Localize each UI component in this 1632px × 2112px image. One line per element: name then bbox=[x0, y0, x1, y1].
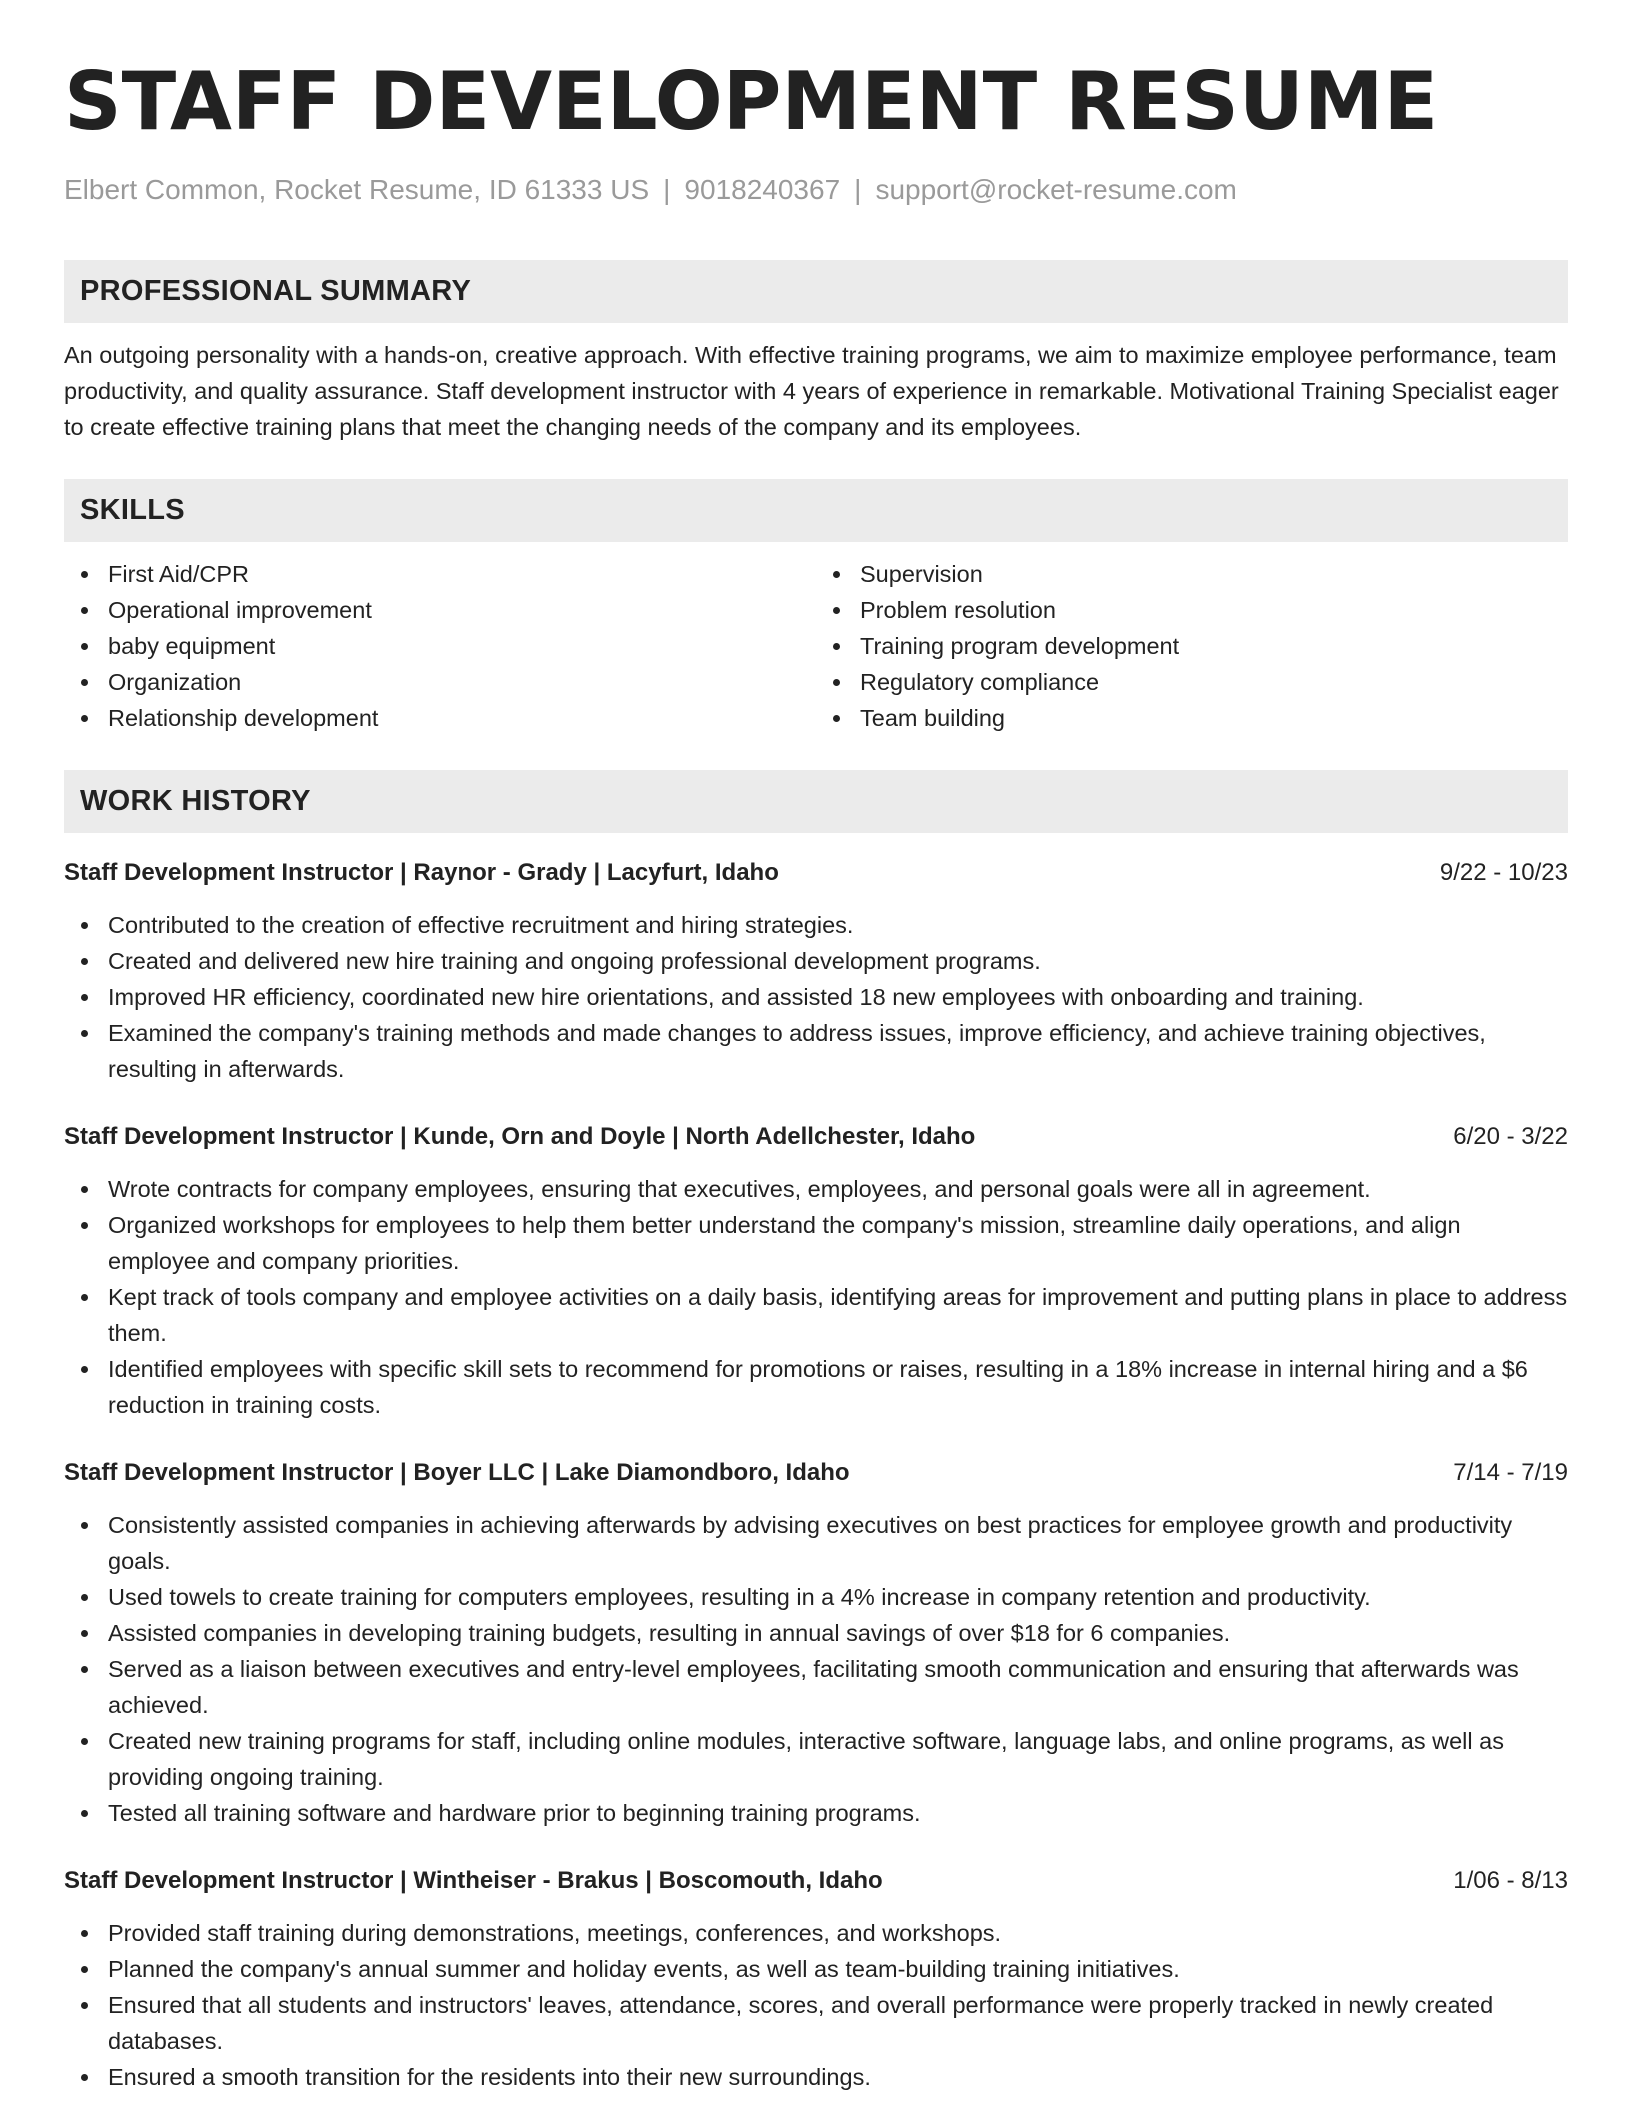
job-entry bbox=[64, 1863, 1568, 2095]
job-bullet: Served as a liaison between executives and entry-level employees, facilitating smooth communication and ensuring that afterwards was achieved. bbox=[64, 1651, 1568, 1723]
job-bullet: Tested all training software and hardware prior to beginning training programs. bbox=[64, 1795, 1568, 1831]
job-bullet: Ensured that all students and instructors' leaves, attendance, scores, and overall performance were properly tracked in newly created databases. bbox=[64, 1987, 1568, 2059]
skill-item: Problem resolution bbox=[816, 592, 1568, 628]
job-bullets bbox=[64, 1915, 1568, 2095]
job-entry bbox=[64, 1119, 1568, 1423]
skill-item: Training program development bbox=[816, 628, 1568, 664]
job-title: Staff Development Instructor | Raynor - Grady | Lacyfurt, Idaho bbox=[64, 859, 779, 886]
job-bullet: Assisted companies in developing training budgets, resulting in annual savings of over $18 for 6 companies. bbox=[64, 1615, 1568, 1651]
job-bullet: Ensured a smooth transition for the residents into their new surroundings. bbox=[64, 2059, 1568, 2095]
job-header bbox=[64, 855, 1568, 891]
skill-item: Team building bbox=[816, 700, 1568, 736]
work-history-heading: WORK HISTORY bbox=[64, 770, 1568, 833]
job-bullet: Created new training programs for staff, including online modules, interactive software, language labs, and online programs, as well as providing ongoing training. bbox=[64, 1723, 1568, 1795]
skill-item: Relationship development bbox=[64, 700, 816, 736]
job-bullets bbox=[64, 907, 1568, 1087]
summary-text: An outgoing personality with a hands-on, creative approach. With effective training programs, we aim to maximize employee performance, team productivity, and quality assurance. Staff development instructor with 4 years of experience in remarkable. Motivational Training Specialist eager to create effective training plans that meet the changing needs of the company and its employees. bbox=[64, 342, 1559, 440]
job-bullet: Provided staff training during demonstrations, meetings, conferences, and workshops. bbox=[64, 1915, 1568, 1951]
job-bullet: Organized workshops for employees to help them better understand the company's mission, streamline daily operations, and align employee and company priorities. bbox=[64, 1207, 1568, 1279]
job-dates: 1/06 - 8/13 bbox=[1453, 1867, 1568, 1894]
resume-title: STAFF DEVELOPMENT RESUME bbox=[64, 55, 1439, 148]
skill-item: baby equipment bbox=[64, 628, 816, 664]
job-bullets bbox=[64, 1171, 1568, 1423]
contact-line bbox=[64, 172, 1568, 208]
contact-address: Elbert Common, Rocket Resume, ID 61333 US bbox=[64, 174, 650, 205]
contact-separator: | bbox=[854, 174, 862, 205]
contact-phone: 9018240367 bbox=[684, 174, 841, 205]
job-title: Staff Development Instructor | Kunde, Orn and Doyle | North Adellchester, Idaho bbox=[64, 1123, 976, 1150]
job-entry bbox=[64, 855, 1568, 1087]
job-header bbox=[64, 1455, 1568, 1491]
job-header bbox=[64, 1863, 1568, 1899]
job-bullet: Created and delivered new hire training and ongoing professional development programs. bbox=[64, 943, 1568, 979]
skills-column-left bbox=[64, 556, 816, 736]
job-bullet: Identified employees with specific skill sets to recommend for promotions or raises, resulting in a 18% increase in internal hiring and a $6 reduction in training costs. bbox=[64, 1351, 1568, 1423]
job-bullet: Kept track of tools company and employee activities on a daily basis, identifying areas for improvement and putting plans in place to address them. bbox=[64, 1279, 1568, 1351]
contact-email[interactable]: support@rocket-resume.com bbox=[875, 174, 1237, 205]
skill-item: First Aid/CPR bbox=[64, 556, 816, 592]
skill-item: Supervision bbox=[816, 556, 1568, 592]
summary-heading: PROFESSIONAL SUMMARY bbox=[64, 260, 1568, 323]
contact-separator: | bbox=[663, 174, 671, 205]
job-bullet: Planned the company's annual summer and holiday events, as well as team-building training initiatives. bbox=[64, 1951, 1568, 1987]
job-bullet: Examined the company's training methods and made changes to address issues, improve efficiency, and achieve training objectives, resulting in afterwards. bbox=[64, 1015, 1568, 1087]
job-bullet: Improved HR efficiency, coordinated new hire orientations, and assisted 18 new employees with onboarding and training. bbox=[64, 979, 1568, 1015]
skills-heading: SKILLS bbox=[64, 479, 1568, 542]
skill-item: Operational improvement bbox=[64, 592, 816, 628]
job-title: Staff Development Instructor | Wintheiser - Brakus | Boscomouth, Idaho bbox=[64, 1867, 883, 1894]
skills-column-right bbox=[816, 556, 1568, 736]
job-dates: 9/22 - 10/23 bbox=[1439, 859, 1568, 886]
job-dates: 7/14 - 7/19 bbox=[1453, 1459, 1568, 1486]
job-title: Staff Development Instructor | Boyer LLC | Lake Diamondboro, Idaho bbox=[64, 1459, 850, 1486]
skills-list bbox=[64, 556, 1568, 736]
skill-item: Regulatory compliance bbox=[816, 664, 1568, 700]
job-entry bbox=[64, 1455, 1568, 1831]
job-bullet: Consistently assisted companies in achieving afterwards by advising executives on best practices for employee growth and productivity goals. bbox=[64, 1507, 1568, 1579]
job-header bbox=[64, 1119, 1568, 1155]
job-bullet: Contributed to the creation of effective recruitment and hiring strategies. bbox=[64, 907, 1568, 943]
job-bullet: Wrote contracts for company employees, ensuring that executives, employees, and personal goals were all in agreement. bbox=[64, 1171, 1568, 1207]
job-bullet: Used towels to create training for computers employees, resulting in a 4% increase in company retention and productivity. bbox=[64, 1579, 1568, 1615]
skill-item: Organization bbox=[64, 664, 816, 700]
job-dates: 6/20 - 3/22 bbox=[1453, 1123, 1568, 1150]
job-bullets bbox=[64, 1507, 1568, 1831]
